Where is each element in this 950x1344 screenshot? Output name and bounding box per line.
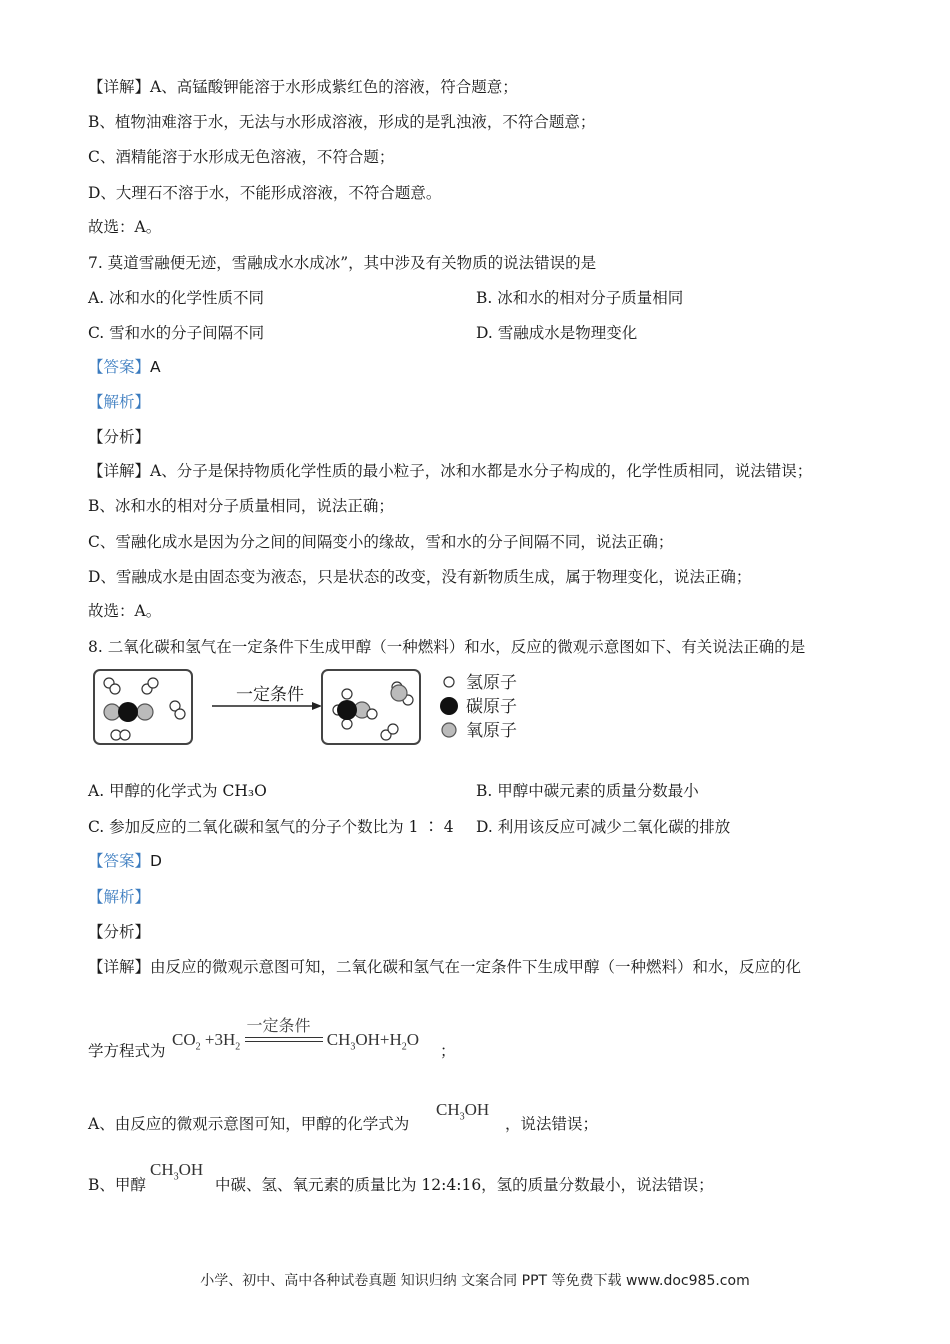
hydrogen-legend-icon <box>444 677 454 687</box>
q7-option-a: A. 冰和水的化学性质不同 <box>88 289 265 307</box>
q7-conclusion: 故选：A。 <box>88 602 162 620</box>
q8-fenxi: 【分析】 <box>88 923 151 941</box>
methanol-molecule <box>333 689 377 729</box>
equation-condition-block <box>245 1016 323 1051</box>
q7-analysis-label: 【解析】 <box>88 393 151 411</box>
reaction-diagram <box>90 666 530 750</box>
carbon-legend-icon <box>440 697 458 715</box>
equation-condition-label: 一定条件 <box>246 1016 311 1036</box>
q7-option-b: B. 冰和水的相对分子质量相同 <box>476 289 684 307</box>
q7-answer <box>88 356 161 378</box>
q6-detail-b: B、植物油难溶于水，无法与水形成溶液，形成的是乳浊液，不符合题意； <box>88 113 596 131</box>
q7-detail-b: B、冰和水的相对分子质量相同，说法正确； <box>88 497 394 515</box>
h2-molecule-4 <box>111 730 130 740</box>
answer-value: A <box>150 358 161 376</box>
page-footer: 小学、初中、高中各种试卷真题 知识归纳 文案合同 PPT 等免费下载 www.doc985.com <box>200 1273 750 1289</box>
q8-detail-a-prefix: A、由反应的微观示意图可知，甲醇的化学式为 <box>88 1115 410 1133</box>
legend-hydrogen: 氢原子 <box>466 673 517 693</box>
q6-detail-d: D、大理石不溶于水，不能形成溶液，不符合题意。 <box>88 184 442 202</box>
methanol-formula-a: $CH_3OH$ <box>436 1100 490 1123</box>
q6-detail-c: C、酒精能溶于水形成无色溶液，不符合题； <box>88 148 395 166</box>
answer-label: 【答案】 <box>88 852 151 870</box>
h2-molecule-3 <box>170 701 185 719</box>
q8-detail-a-suffix: ，说法错误； <box>505 1115 599 1133</box>
water-molecule <box>391 682 413 705</box>
q8-answer <box>88 850 162 872</box>
q6-conclusion: 故选：A。 <box>88 218 162 236</box>
q8-stem: 8. 二氧化碳和氢气在一定条件下生成甲醇（一种燃料）和水，反应的微观示意图如下、有关说法正确的是 <box>88 638 806 656</box>
q8-option-a: A. 甲醇的化学式为 CH₃O <box>88 782 267 800</box>
q8-option-c: C. 参加反应的二氧化碳和氢气的分子个数比为 1 ∶ 4 <box>88 818 454 836</box>
arrow-condition-label: 一定条件 <box>236 685 304 705</box>
q8-analysis-label: 【解析】 <box>88 888 151 906</box>
equation-double-line <box>245 1037 323 1042</box>
q7-detail-a: 【详解】A、分子是保持物质化学性质的最小粒子，冰和水都是水分子构成的，化学性质相同，说法错误； <box>88 462 813 480</box>
q7-fenxi: 【分析】 <box>88 428 151 446</box>
h2-molecule-5 <box>381 724 398 740</box>
methanol-formula-b: $CH_3OH$ <box>150 1160 204 1183</box>
q8-detail-b-prefix: B、甲醇 <box>88 1176 146 1194</box>
equation-end: ； <box>440 1042 456 1060</box>
h2-molecule-1 <box>104 678 120 694</box>
co2-molecule <box>104 702 153 722</box>
legend-oxygen: 氧原子 <box>466 721 517 741</box>
q6-detail-a: 【详解】A、高锰酸钾能溶于水形成紫红色的溶液，符合题意； <box>88 78 518 96</box>
q8-detail-b-suffix: 中碳、氢、氧元素的质量比为 12:4:16，氢的质量分数最小，说法错误； <box>215 1176 714 1194</box>
q7-stem: 7. 莫道雪融便无迹，雪融成水水成冰”，其中涉及有关物质的说法错误的是 <box>88 254 597 272</box>
q8-option-d: D. 利用该反应可减少二氧化碳的排放 <box>476 818 731 836</box>
q8-equation-prefix: 学方程式为 <box>88 1042 166 1060</box>
answer-value: D <box>150 852 162 870</box>
q8-option-b: B. 甲醇中碳元素的质量分数最小 <box>476 782 699 800</box>
q7-option-c: C. 雪和水的分子间隔不同 <box>88 324 265 342</box>
q7-option-d: D. 雪融成水是物理变化 <box>476 324 638 342</box>
chemical-equation <box>172 1016 420 1053</box>
legend-carbon: 碳原子 <box>466 697 517 717</box>
q7-detail-d: D、雪融成水是由固态变为液态，只是状态的改变，没有新物质生成，属于物理变化，说法正确； <box>88 568 752 586</box>
h2-molecule-2 <box>142 678 158 694</box>
equation-rhs: $CH_3OH+H_2O$ <box>326 1030 420 1053</box>
q8-detail-line1: 【详解】由反应的微观示意图可知，二氧化碳和氢气在一定条件下生成甲醇（一种燃料）和水，反应的化 <box>88 958 802 976</box>
equation-lhs: $CO_2 +3H_2$ <box>172 1030 241 1053</box>
oxygen-legend-icon <box>442 723 456 737</box>
answer-label: 【答案】 <box>88 358 151 376</box>
q7-detail-c: C、雪融化成水是因为分之间的间隔变小的缘故，雪和水的分子间隔不同，说法正确； <box>88 533 674 551</box>
